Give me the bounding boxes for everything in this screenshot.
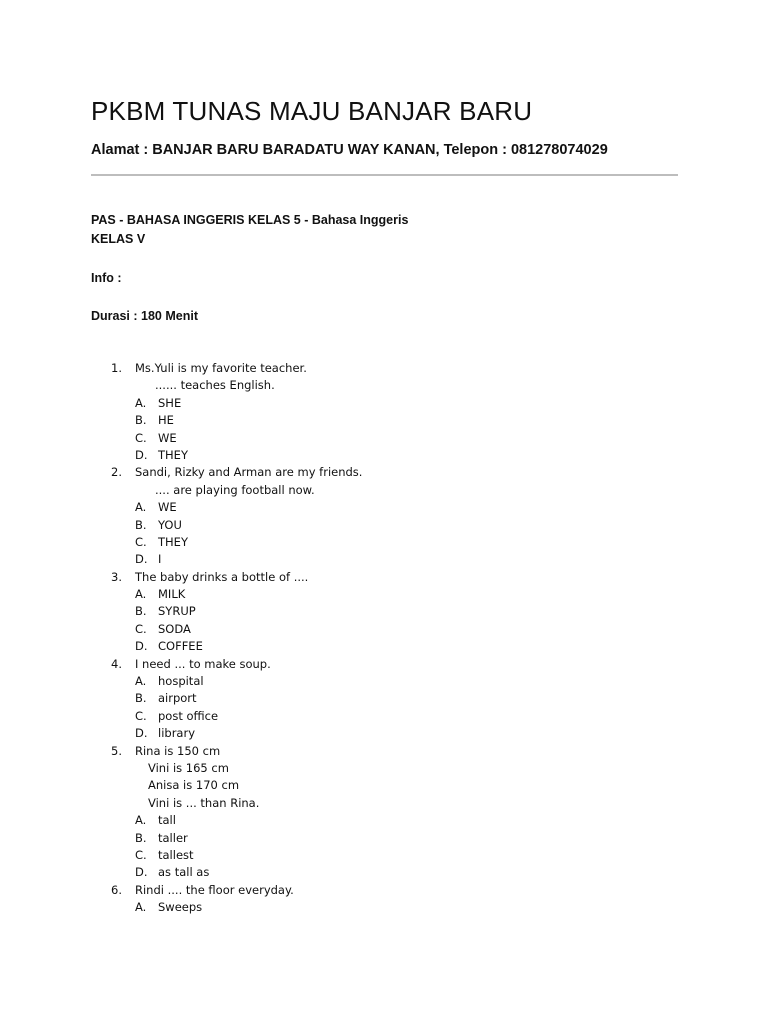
question-list xyxy=(0,360,768,917)
option-letter: D. xyxy=(135,639,148,654)
option-letter: D. xyxy=(135,552,148,567)
option-letter: C. xyxy=(135,621,147,636)
option-text: hospital xyxy=(158,674,204,689)
question-3 xyxy=(0,569,768,586)
option-letter: C. xyxy=(135,430,147,445)
school-title: PKBM TUNAS MAJU BANJAR BARU xyxy=(91,96,533,126)
question-continuation xyxy=(0,377,768,394)
answer-option xyxy=(0,708,768,725)
answer-option xyxy=(0,864,768,881)
question-text: Rina is 150 cm xyxy=(135,743,221,758)
question-number: 1. xyxy=(111,361,122,375)
option-text: SHE xyxy=(158,395,182,410)
answer-option xyxy=(0,395,768,412)
answer-option xyxy=(0,447,768,464)
answer-option xyxy=(0,586,768,603)
question-number: 4. xyxy=(111,656,122,671)
option-text: tall xyxy=(158,813,176,828)
option-letter: A. xyxy=(135,813,147,828)
option-letter: D. xyxy=(135,447,148,462)
option-letter: B. xyxy=(135,413,147,428)
answer-option xyxy=(0,812,768,829)
question-6 xyxy=(0,882,768,899)
option-letter: B. xyxy=(135,830,147,845)
option-text: COFFEE xyxy=(158,639,203,654)
question-4 xyxy=(0,656,768,673)
option-letter: A. xyxy=(135,900,147,915)
option-letter: A. xyxy=(135,395,147,410)
option-text: library xyxy=(158,726,195,741)
question-continuation-text: Anisa is 170 cm xyxy=(148,778,240,793)
question-continuation xyxy=(0,795,768,812)
option-text: airport xyxy=(158,691,197,706)
answer-option xyxy=(0,534,768,551)
option-text: I xyxy=(158,552,162,567)
answer-option xyxy=(0,499,768,516)
question-continuation xyxy=(0,760,768,777)
header-divider xyxy=(91,174,678,176)
answer-option xyxy=(0,690,768,707)
option-text: taller xyxy=(158,830,188,845)
question-text: Ms.Yuli is my favorite teacher. xyxy=(135,361,307,375)
option-letter: A. xyxy=(135,587,147,602)
answer-option xyxy=(0,551,768,568)
option-letter: C. xyxy=(135,708,147,723)
answer-option xyxy=(0,899,768,916)
option-text: post office xyxy=(158,708,219,723)
answer-option xyxy=(0,517,768,534)
option-text: HE xyxy=(158,413,174,428)
question-5 xyxy=(0,743,768,760)
question-continuation xyxy=(0,482,768,499)
question-number: 6. xyxy=(111,882,122,897)
question-2 xyxy=(0,464,768,481)
question-number: 5. xyxy=(111,743,122,758)
answer-option xyxy=(0,412,768,429)
option-letter: D. xyxy=(135,726,148,741)
option-text: SODA xyxy=(158,621,191,636)
option-letter: C. xyxy=(135,534,147,549)
question-text: Sandi, Rizky and Arman are my friends. xyxy=(135,465,363,480)
option-letter: B. xyxy=(135,517,147,532)
option-text: SYRUP xyxy=(158,604,196,619)
answer-option xyxy=(0,847,768,864)
exam-duration: Durasi : 180 Menit xyxy=(91,309,198,323)
option-text: MILK xyxy=(158,587,186,602)
option-text: Sweeps xyxy=(158,900,203,915)
exam-subject: PAS - BAHASA INGGERIS KELAS 5 - Bahasa Inggeris xyxy=(91,213,409,227)
question-number: 3. xyxy=(111,569,122,584)
answer-option xyxy=(0,638,768,655)
school-address: Alamat : BANJAR BARU BARADATU WAY KANAN, Telepon : 081278074029 xyxy=(91,142,608,158)
exam-info: Info : xyxy=(91,271,122,285)
option-text: THEY xyxy=(158,447,188,462)
question-continuation xyxy=(0,777,768,794)
answer-option xyxy=(0,830,768,847)
answer-option xyxy=(0,725,768,742)
question-text: Rindi .... the floor everyday. xyxy=(135,882,294,897)
option-text: WE xyxy=(158,430,177,445)
answer-option xyxy=(0,603,768,620)
option-text: WE xyxy=(158,500,177,515)
option-letter: B. xyxy=(135,604,147,619)
question-continuation-text: Vini is 165 cm xyxy=(148,760,229,775)
exam-class: KELAS V xyxy=(91,232,146,246)
answer-option xyxy=(0,621,768,638)
question-text: The baby drinks a bottle of .... xyxy=(135,569,309,584)
question-continuation-text: .... are playing football now. xyxy=(155,482,315,497)
option-letter: C. xyxy=(135,847,147,862)
question-number: 2. xyxy=(111,465,122,480)
option-text: YOU xyxy=(158,517,182,532)
question-text: I need ... to make soup. xyxy=(135,656,271,671)
question-1 xyxy=(0,360,768,377)
option-text: THEY xyxy=(158,534,188,549)
question-continuation-text: ...... teaches English. xyxy=(155,378,275,393)
answer-option xyxy=(0,673,768,690)
option-letter: B. xyxy=(135,691,147,706)
question-continuation-text: Vini is ... than Rina. xyxy=(148,795,260,810)
answer-option xyxy=(0,430,768,447)
option-text: as tall as xyxy=(158,865,210,880)
option-letter: A. xyxy=(135,674,147,689)
option-letter: D. xyxy=(135,865,148,880)
option-letter: A. xyxy=(135,500,147,515)
option-text: tallest xyxy=(158,847,194,862)
